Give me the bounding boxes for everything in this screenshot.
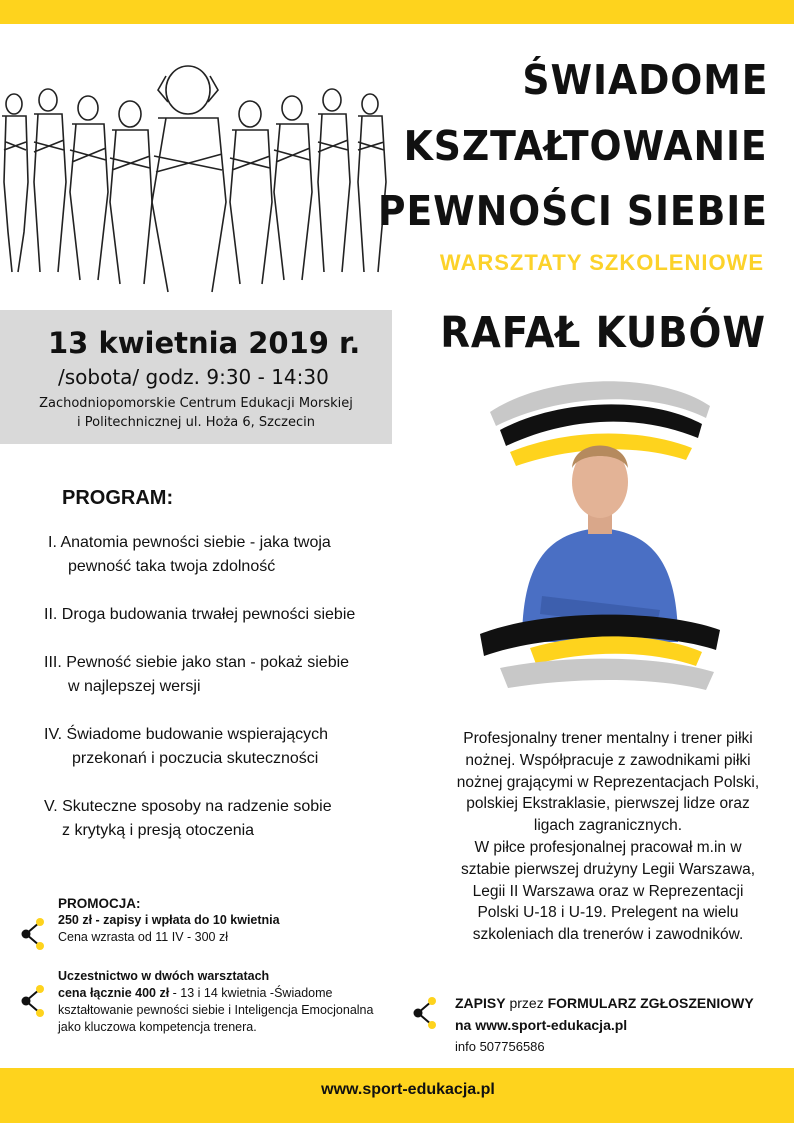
figure-lion-leader	[152, 66, 226, 292]
bio-line: Polski U-18 i U-19. Prelegent na wielu	[477, 904, 739, 922]
double-price: cena łącznie 400 zł	[58, 986, 170, 1000]
double-workshop-block	[58, 968, 398, 1036]
speaker-bio	[418, 728, 794, 946]
figure-left-2	[34, 89, 66, 272]
figure-left-4	[110, 101, 152, 284]
title-line-3: PEWNOŚCI SIEBIE	[378, 187, 768, 235]
bio-line: nożnej. Współpracuje z zawodnikami piłki	[465, 751, 751, 769]
signup-form-link[interactable]: FORMULARZ ZGŁOSZENIOWY	[547, 995, 754, 1011]
signup-przez: przez	[505, 995, 548, 1011]
program-item-5-line-1: V. Skuteczne sposoby na radzenie sobie	[44, 798, 332, 815]
bio-line: sztabie pierwszej drużyny Legii Warszawa,	[460, 860, 756, 878]
speaker-portrait	[522, 446, 678, 643]
program-item-5-line-2: z krytyką i presją otoczenia	[62, 822, 255, 839]
bio-line: ligach zagranicznych.	[533, 817, 683, 835]
double-rest: - 13 i 14 kwietnia -Świadome	[169, 986, 333, 1000]
figure-right-3	[318, 89, 350, 272]
illustration-business-team	[0, 32, 392, 294]
program-item-4	[44, 723, 328, 771]
figure-left-1	[2, 94, 28, 272]
figure-left-3	[70, 96, 108, 280]
share-icon	[412, 995, 438, 1031]
program-item-1-line-1: I. Anatomia pewności siebie - jaka twoja	[48, 534, 331, 551]
program-item-4-line-1: IV. Świadome budowanie wspierających	[44, 726, 329, 743]
event-date: 13 kwietnia 2019 r.	[48, 326, 361, 360]
signup-url[interactable]: na www.sport-edukacja.pl	[455, 1017, 628, 1033]
promo-heading: PROMOCJA:	[58, 896, 141, 911]
figure-right-1	[230, 101, 272, 284]
bio-line: Profesjonalny trener mentalny i trener piłki	[463, 730, 753, 747]
signup-info: info 507756586	[455, 1039, 545, 1054]
event-venue	[0, 394, 392, 432]
program-item-4-line-2: przekonań i poczucia skuteczności	[72, 750, 319, 767]
signup-block	[455, 992, 754, 1058]
speaker-photo-graphic	[470, 372, 730, 702]
share-icon	[20, 916, 46, 952]
double-line-1	[58, 985, 398, 1002]
signup-zapisy: ZAPISY	[455, 995, 506, 1011]
promo-line-2: Cena wzrasta od 11 IV - 300 zł	[58, 930, 228, 944]
program-item-1	[48, 531, 331, 579]
signup-line-1	[455, 992, 754, 1014]
double-heading: Uczestnictwo w dwóch warsztatach	[58, 969, 270, 983]
program-item-3	[44, 651, 349, 699]
brush-stroke-gray-bottom	[500, 659, 714, 690]
share-icon	[20, 983, 46, 1019]
bio-line: szkoleniach dla trenerów i zawodników.	[472, 926, 744, 944]
program-item-3-line-2: w najlepszej wersji	[68, 678, 201, 695]
promo-block	[58, 895, 280, 946]
bio-line: nożnej grającymi w Reprezentacjach Polski,	[456, 773, 760, 791]
figure-right-2	[274, 96, 312, 280]
bio-line: Legii II Warszawa oraz w Reprezentacji	[472, 882, 744, 900]
figure-right-4	[358, 94, 386, 272]
program-item-1-line-2: pewność taka twoja zdolność	[68, 558, 276, 575]
title-line-2: KSZTAŁTOWANIE	[404, 122, 768, 170]
subtitle: WARSZTATY SZKOLENIOWE	[439, 250, 764, 275]
title-line-1: ŚWIADOME	[521, 56, 768, 104]
double-line-3: jako kluczowa kompetencja trenera.	[58, 1020, 257, 1034]
program-item-2-line-1: II. Droga budowania trwałej pewności siebie	[44, 606, 356, 623]
footer-url-link[interactable]: www.sport-edukacja.pl	[321, 1081, 495, 1098]
program-item-3-line-1: III. Pewność siebie jako stan - pokaż siebie	[44, 654, 350, 671]
bio-line: polskiej Ekstraklasie, pierwszej lidze oraz	[466, 795, 750, 813]
program-item-2	[44, 603, 355, 627]
venue-line-2: i Politechnicznej ul. Hoża 6, Szczecin	[77, 415, 315, 430]
promo-line-1: 250 zł - zapisy i wpłata do 10 kwietnia	[58, 913, 280, 927]
program-heading: PROGRAM:	[62, 487, 174, 509]
event-time: /sobota/ godz. 9:30 - 14:30	[58, 365, 329, 389]
speaker-name: RAFAŁ KUBÓW	[440, 308, 766, 358]
program-item-5	[44, 795, 332, 843]
bio-line: W piłce profesjonalnej pracował m.in w	[474, 838, 742, 856]
top-accent-bar	[0, 0, 794, 24]
venue-line-1: Zachodniopomorskie Centrum Edukacji Morskiej	[39, 396, 353, 411]
double-line-2: kształtowanie pewności siebie i Inteligencja Emocjonalna	[58, 1003, 374, 1017]
